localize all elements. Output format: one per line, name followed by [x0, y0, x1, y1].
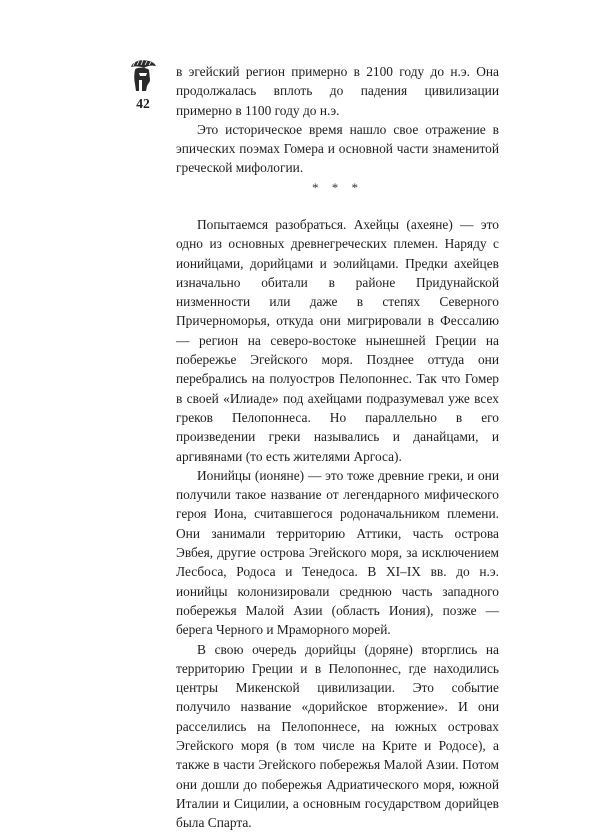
section-separator: * * *: [312, 180, 363, 195]
page-number: 42: [136, 96, 150, 111]
paragraph-homer: Это историческое время нашло свое отражение в эпических поэмах Гомера и основной части знаменитой греческой мифологии.: [176, 121, 499, 176]
main-text-block: [176, 215, 499, 833]
top-text-block: [176, 62, 499, 178]
spartan-helmet-icon: [127, 58, 157, 92]
paragraph-ionians: Ионийцы (ионяне) — это тоже древние греки, и они получили такое название от легендарного мифического героя Иона, считавшегося родоначальником племени. Они занимали территорию Аттики, часть острова Эвбея, другие острова Эгейского моря, за исключением Лесбоса, Родоса и Тенедоса. В XI–IX вв. до н.э. ионийцы колонизировали среднюю часть западного побережья Малой Азии (область Иония), позже — берега Черного и Мраморного морей.: [176, 467, 499, 638]
paragraph-dorians: В свою очередь дорийцы (доряне) вторглись на территорию Греции и в Пелопоннес, где находились центры Микенской цивилизации. Это событие получило название «дорийское вторжение». И они расселились на Пелопоннесе, на южных островах Эгейского моря (в том числе на Крите и Родосе), а также в части Эгейского побережья Малой Азии. Потом они дошли до побережья Адриатического моря, южной Италии и Сицилии, а основным государством дорийцев была Спарта.: [176, 641, 499, 831]
paragraph-continuation: в эгейский регион примерно в 2100 году до н.э. Она продолжалась вплоть до падения цивилизации примерно в 1100 году до н.э.: [176, 64, 499, 118]
paragraph-achaeans: Попытаемся разобраться. Ахейцы (ахеяне) — это одно из основных древнегреческих племен. Наряду с ионийцами, дорийцами и эолийцами. Предки ахейцев изначально обитали в районе Придунайской низменности или даже в степях Северного Причерноморья, откуда они мигрировали в Фессалию — регион на северо-востоке нынешней Греции на побережье Эгейского моря. Позднее оттуда они перебрались на полуостров Пелопоннес. Так что Гомер в своей «Илиаде» под ахейцами подразумевал уже всех греков Пелопоннеса. Но параллельно в его произведении греки назывались и данайцами, и аргивянами (то есть жителями Аргоса).: [176, 217, 499, 464]
